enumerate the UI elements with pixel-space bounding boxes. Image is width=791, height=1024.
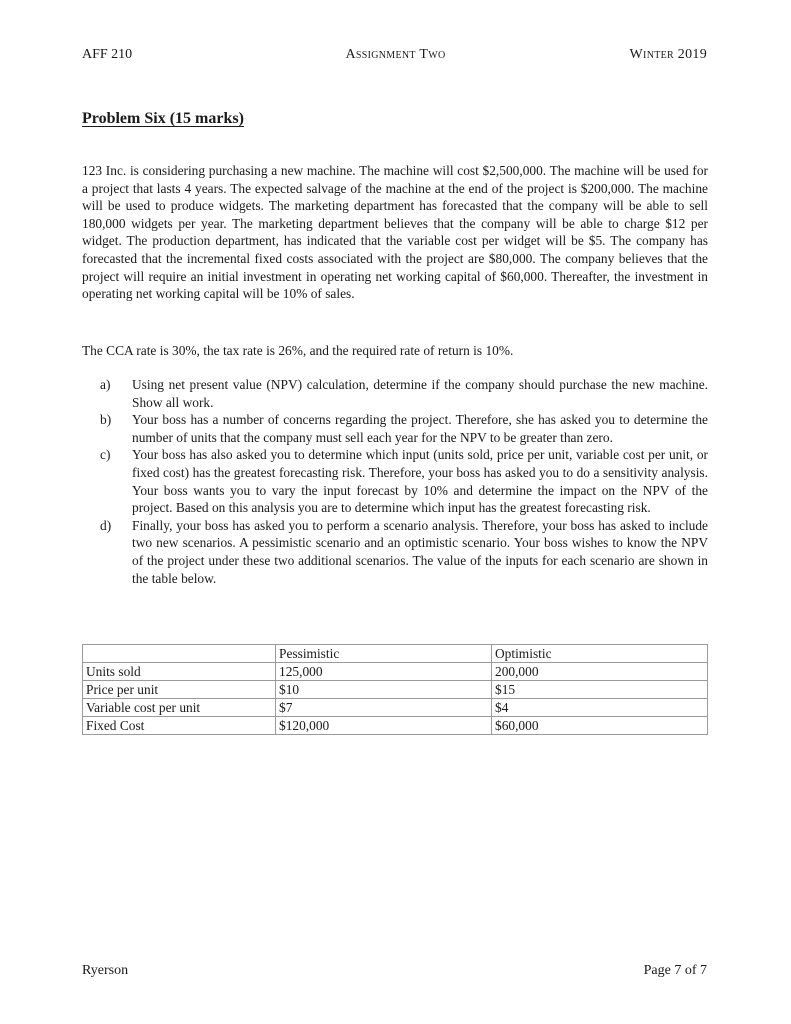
question-text: Your boss has a number of concerns regarding the project. Therefore, she has asked you to determine the number of units that the company must sell each year for the NPV to be greater than zero.	[132, 412, 708, 445]
footer-institution: Ryerson	[82, 963, 129, 978]
table-cell: Fixed Cost	[83, 717, 276, 735]
table-cell: $120,000	[276, 717, 492, 735]
table-cell: $7	[276, 699, 492, 717]
table-cell: Units sold	[83, 663, 276, 681]
table-row	[83, 663, 708, 681]
question-item	[82, 446, 708, 516]
table-cell: $60,000	[492, 717, 708, 735]
question-text: Using net present value (NPV) calculation, determine if the company should purchase the new machine. Show all work.	[132, 377, 708, 410]
table-row	[83, 717, 708, 735]
table-cell: Variable cost per unit	[83, 699, 276, 717]
table-row	[83, 681, 708, 699]
question-item	[82, 376, 708, 411]
question-marker: c)	[100, 447, 111, 463]
footer-page-number: Page 7 of 7	[643, 963, 707, 978]
table-header-cell	[83, 645, 276, 663]
table-cell: 200,000	[492, 663, 708, 681]
table-row	[83, 699, 708, 717]
question-marker: b)	[100, 412, 112, 428]
table-header-cell: Pessimistic	[276, 645, 492, 663]
table-cell: Price per unit	[83, 681, 276, 699]
problem-description: 123 Inc. is considering purchasing a new machine. The machine will cost $2,500,000. The machine will be used for a project that lasts 4 years. The expected salvage of the machine at the end of the project is $200,000. The machine will be used to produce widgets. The marketing department has forecasted that the company will be able to sell 180,000 widgets per year. The marketing department believes that the company will be able to charge $12 per widget. The production department, has indicated that the variable cost per widget will be $5. The company has forecasted that the incremental fixed costs associated with the project are $80,000. The company believes that the project will require an initial investment in operating net working capital of $60,000. Thereafter, the investment in operating net working capital will be 10% of sales.	[82, 163, 708, 302]
header-course: AFF 210	[82, 47, 133, 62]
header-assignment: Assignment Two	[345, 47, 446, 62]
problem-title: Problem Six (15 marks)	[82, 110, 244, 127]
question-marker: a)	[100, 377, 111, 392]
scenario-table	[82, 644, 708, 735]
question-text: Finally, your boss has asked you to perform a scenario analysis. Therefore, your boss has asked to include two new scenarios. A pessimistic scenario and an optimistic scenario. Your boss wishes to know the NPV of the project under these two additional scenarios. The value of the inputs for each scenario are shown in the table below.	[132, 517, 708, 586]
header-term: Winter 2019	[629, 47, 707, 62]
table-header-cell: Optimistic	[492, 645, 708, 663]
table-header-row	[83, 645, 708, 663]
table-cell: 125,000	[276, 663, 492, 681]
question-item	[82, 411, 708, 446]
table-cell: $10	[276, 681, 492, 699]
rates-statement: The CCA rate is 30%, the tax rate is 26%, and the required rate of return is 10%.	[82, 343, 514, 358]
question-marker: d)	[100, 517, 112, 533]
question-item	[82, 517, 708, 587]
table-cell: $4	[492, 699, 708, 717]
question-text: Your boss has also asked you to determine which input (units sold, price per unit, variable cost per unit, or fixed cost) has the greatest forecasting risk. Therefore, your boss has asked you to do a sensitivity analysis. Your boss wants you to vary the input forecast by 10% and determine the impact on the NPV of the project. Based on this analysis you are to determine which input has the greatest forecasting risk.	[132, 447, 708, 516]
table-cell: $15	[492, 681, 708, 699]
question-list	[82, 376, 708, 587]
